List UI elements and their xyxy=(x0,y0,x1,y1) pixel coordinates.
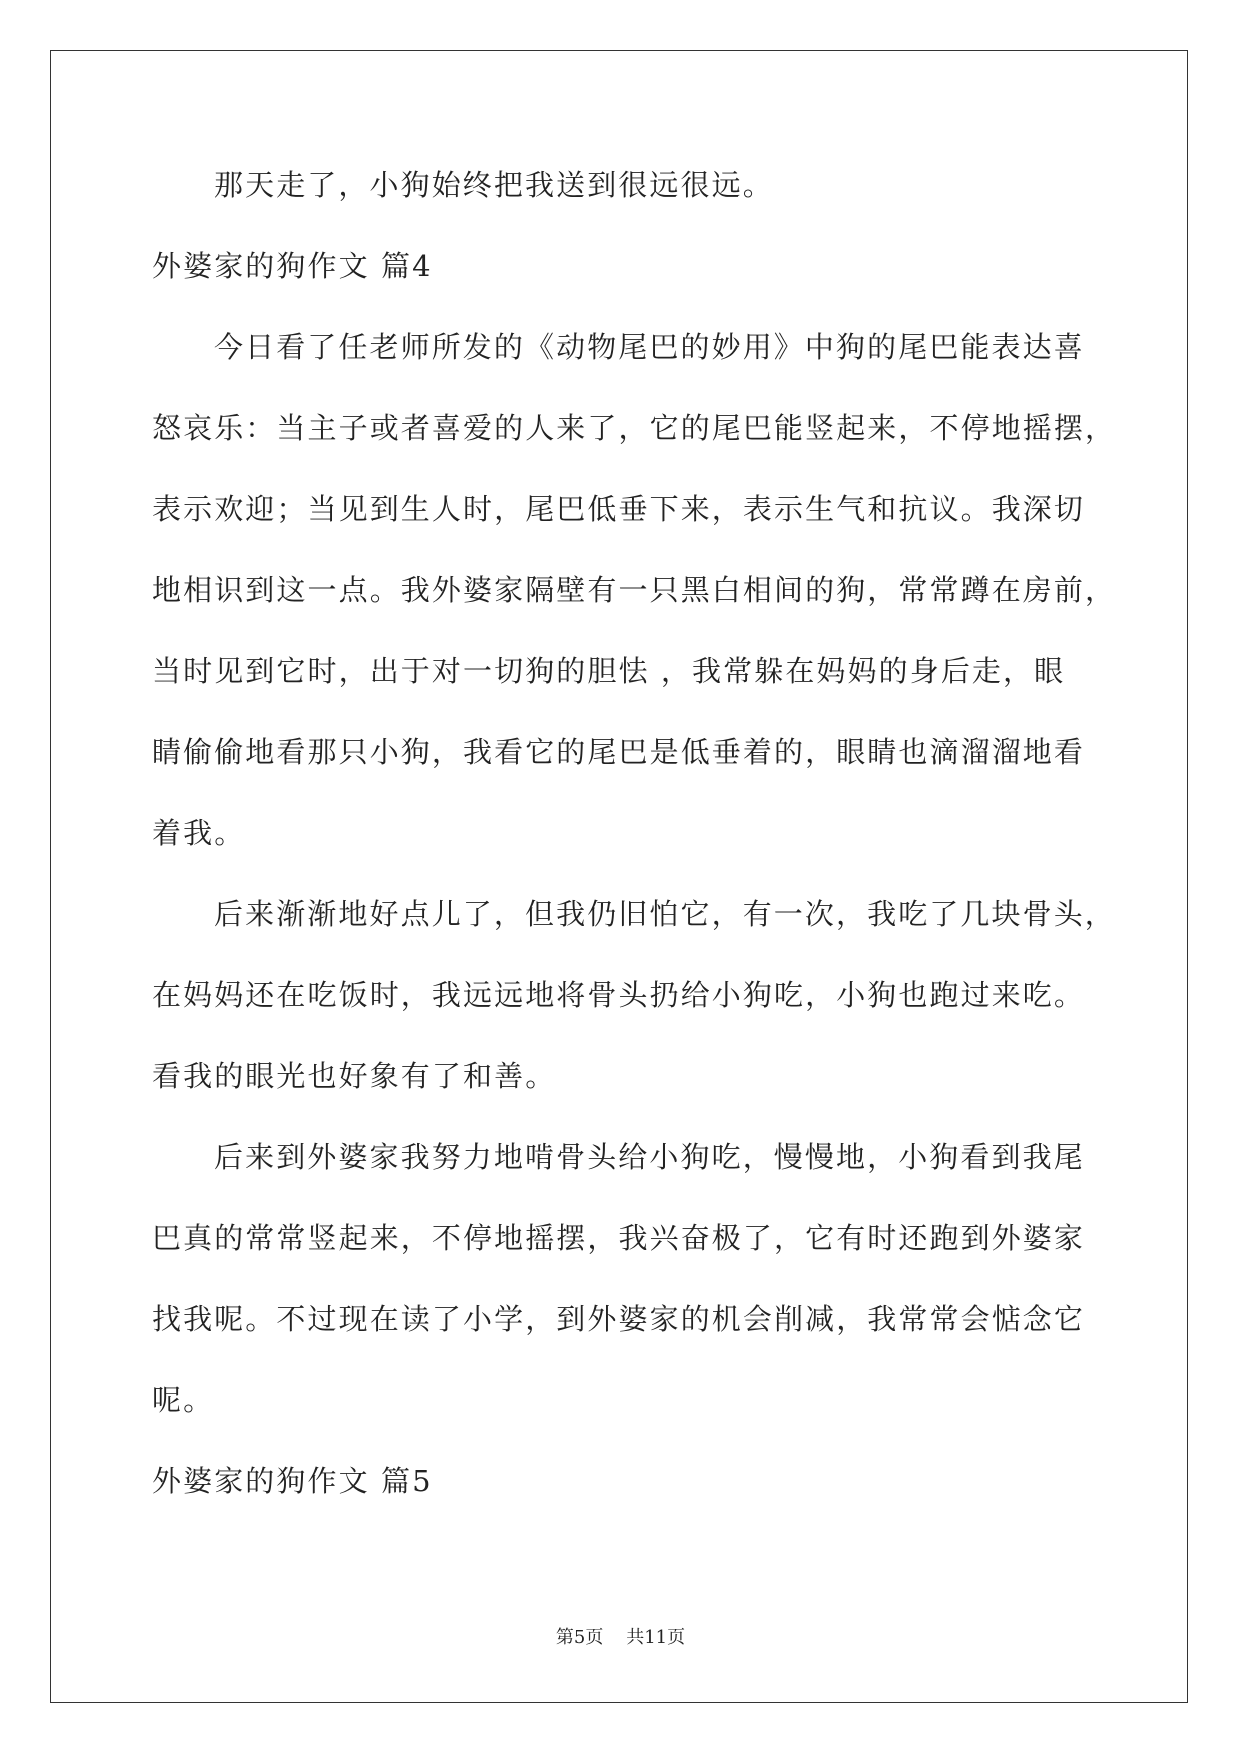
paragraph-line: 看我的眼光也好象有了和善。 xyxy=(152,1059,557,1093)
paragraph-line: 今日看了任老师所发的《动物尾巴的妙用》中狗的尾巴能表达喜 xyxy=(214,330,1085,364)
paragraph-line: 后来渐渐地好点儿了，但我仍旧怕它，有一次，我吃了几块骨头， xyxy=(214,897,1116,931)
paragraph-line: 在妈妈还在吃饭时，我远远地将骨头扔给小狗吃，小狗也跑过来吃。 xyxy=(152,978,1086,1012)
paragraph-line: 怒哀乐：当主子或者喜爱的人来了，它的尾巴能竖起来，不停地摇摆， xyxy=(152,411,1117,445)
section-heading: 外婆家的狗作文 篇4 xyxy=(152,249,433,283)
paragraph-line: 当时见到它时，出于对一切狗的胆怯 ，我常躲在妈妈的身后走，眼 xyxy=(152,654,1066,688)
page-footer xyxy=(0,1623,1241,1649)
section-heading: 外婆家的狗作文 篇5 xyxy=(152,1464,433,1498)
document-body xyxy=(152,145,1117,1522)
paragraph-line: 地相识到这一点。我外婆家隔壁有一只黑白相间的狗，常常蹲在房前， xyxy=(152,573,1117,607)
page-number: 第5页 共11页 xyxy=(555,1627,686,1648)
paragraph-line: 表示欢迎；当见到生人时，尾巴低垂下来，表示生气和抗议。我深切 xyxy=(152,492,1086,526)
paragraph-line: 呢。 xyxy=(152,1383,215,1417)
paragraph-line: 后来到外婆家我努力地啃骨头给小狗吃，慢慢地，小狗看到我尾 xyxy=(214,1140,1085,1174)
paragraph-line: 那天走了，小狗始终把我送到很远很远。 xyxy=(214,168,774,202)
paragraph-line: 着我。 xyxy=(152,816,246,850)
paragraph-line: 找我呢。不过现在读了小学，到外婆家的机会削减，我常常会惦念它 xyxy=(152,1302,1086,1336)
paragraph-line: 睛偷偷地看那只小狗，我看它的尾巴是低垂着的，眼睛也滴溜溜地看 xyxy=(152,735,1086,769)
paragraph-line: 巴真的常常竖起来，不停地摇摆，我兴奋极了，它有时还跑到外婆家 xyxy=(152,1221,1086,1255)
